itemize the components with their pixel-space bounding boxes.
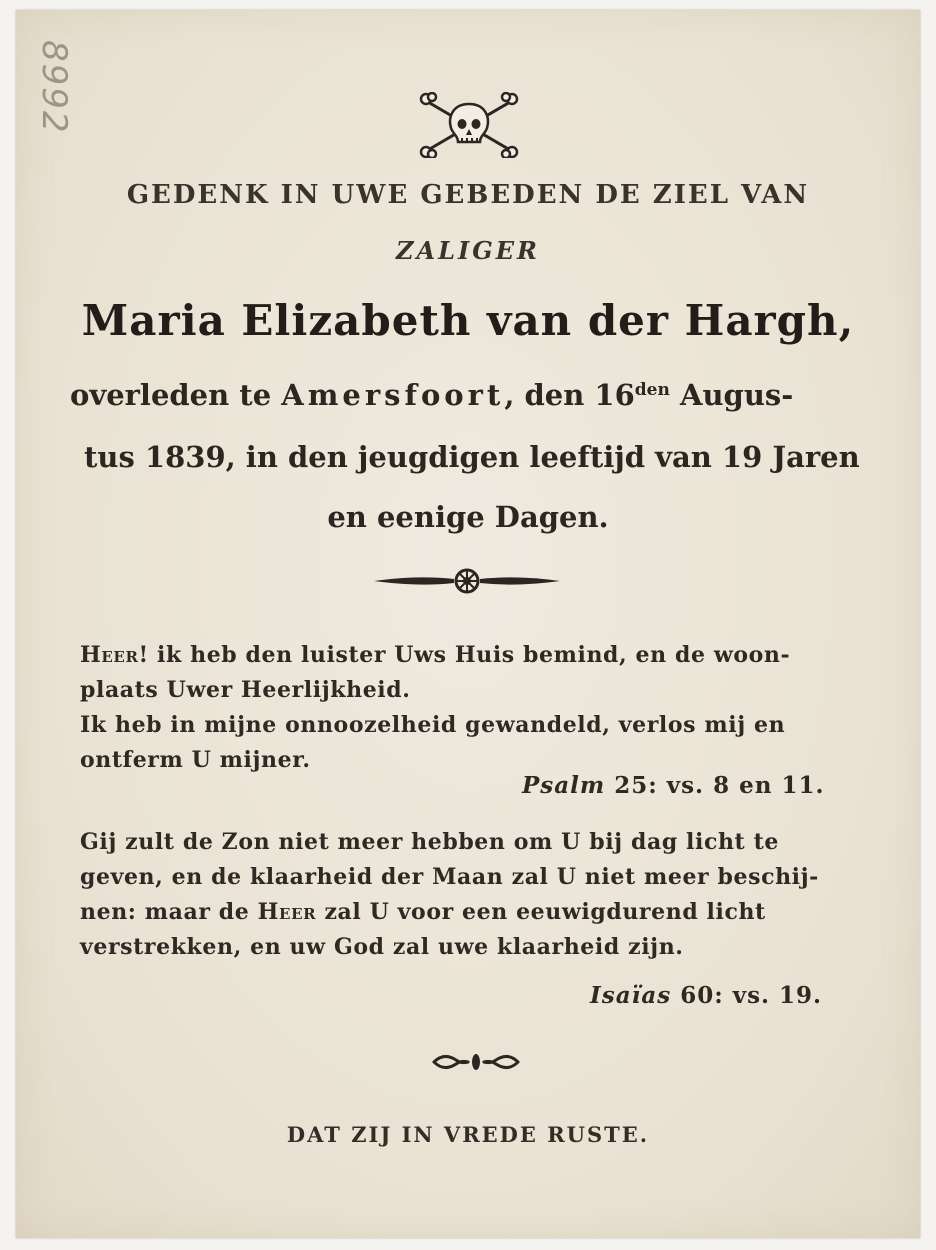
closing-line: DAT ZIJ IN VREDE RUSTE. [286,1122,650,1147]
scroll-ornament-icon [430,1050,522,1074]
psalm-line-1: Heer! ik heb den luister Uws Huis bemind, en de woon- [80,642,791,668]
bio-line-1: overleden te Amersfoort, den $16^{den}$ Augus- [70,378,794,412]
psalm-line-3: Ik heb in mijne onnoozelheid gewandeld, verlos mij en [80,712,786,738]
psalm-reference: Psalm 25: vs. 8 en 11. [522,772,825,799]
skull-crossbones-icon [418,92,520,158]
psalm-line-2: plaats Uwer Heerlijkheid. [80,677,411,703]
zaliger-label: ZALIGER [396,236,540,265]
isaias-reference: Isaïas 60: vs. 19. [590,982,823,1009]
bio-line-2: tus 1839, in den jeugdigen leeftijd van 19 Jaren [84,440,860,474]
isaias-line-2: geven, en de klaarheid der Maan zal U niet meer beschij- [80,864,819,890]
rosette-ornament-icon [372,566,562,596]
deceased-name: Maria Elizabeth van der Hargh, [81,296,855,345]
bio-line-3: en eenige Dagen. [327,500,609,534]
psalm-line-4: ontferm U mijner. [80,747,311,773]
handwritten-number: 8992 [34,40,74,135]
isaias-line-3: nen: maar de Heer zal U voor een eeuwigdurend licht [80,899,766,925]
city-name: Amersfoort [281,378,505,412]
card-heading: GEDENK IN UWE GEBEDEN DE ZIEL VAN [126,180,810,210]
isaias-line-1: Gij zult de Zon niet meer hebben om U bij dag licht te [80,829,779,855]
isaias-line-4: verstrekken, en uw God zal uwe klaarheid zijn. [80,934,684,960]
